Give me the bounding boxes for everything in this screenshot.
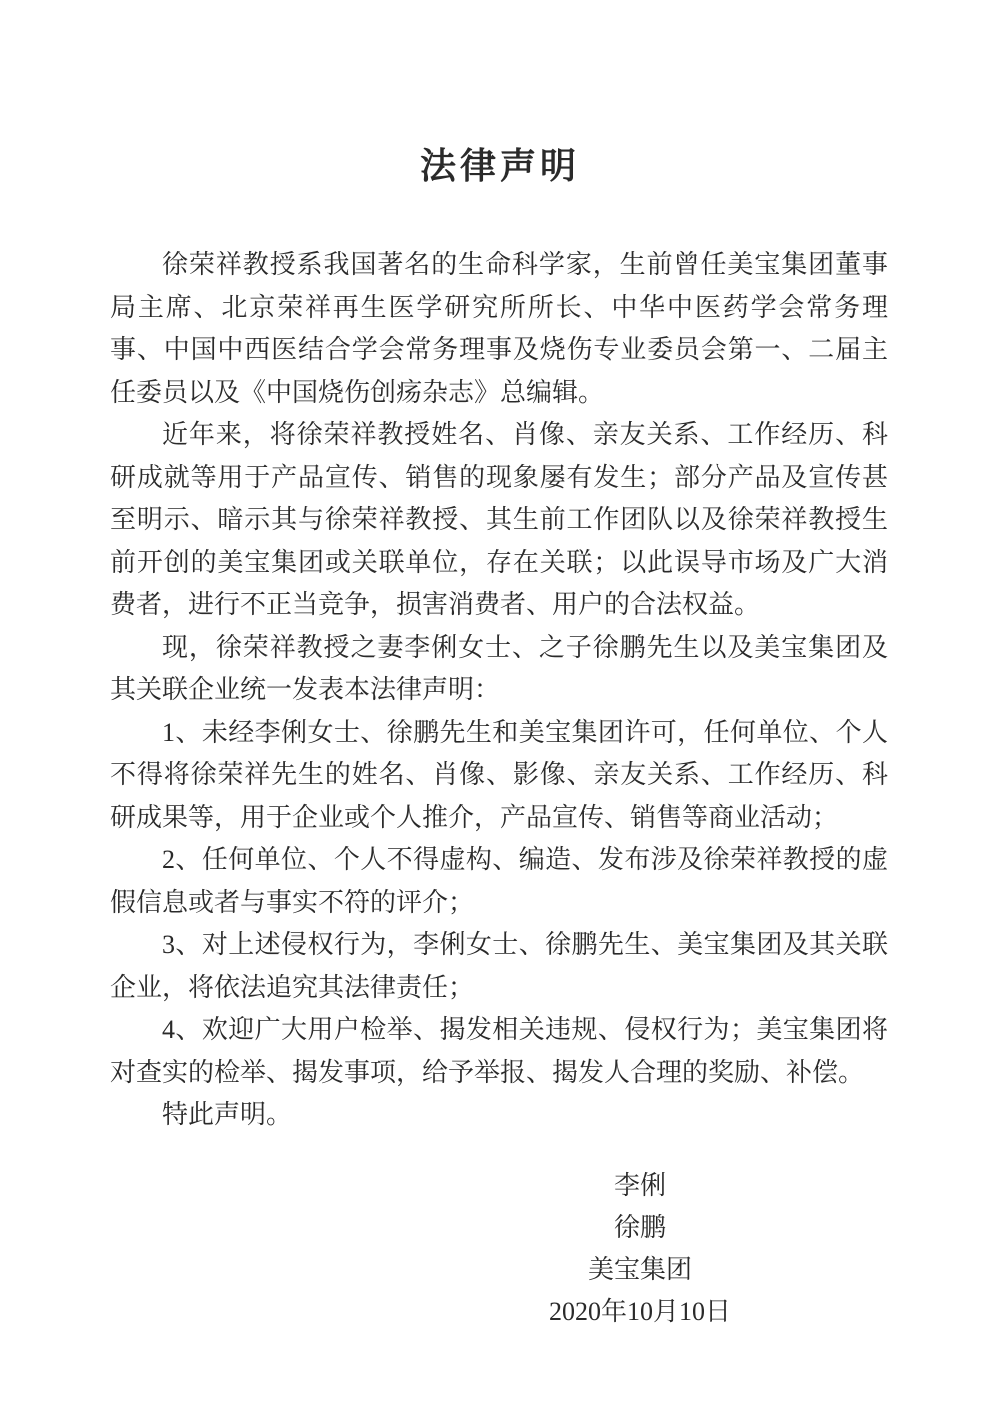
declaration-lead-paragraph: 现，徐荣祥教授之妻李俐女士、之子徐鹏先生以及美宝集团及其关联企业统一发表本法律声明：: [110, 632, 888, 704]
closing-line: 特此声明。: [162, 1100, 293, 1129]
signature-block: [490, 1165, 790, 1333]
clause-2-paragraph: 2、任何单位、个人不得虚构、编造、发布涉及徐荣祥教授的虚假信息或者与事实不符的评介；: [110, 845, 888, 917]
document-body: [110, 244, 888, 1333]
statement-date: 2020年10月10日: [548, 1296, 731, 1326]
clause-3-paragraph: 3、对上述侵权行为，李俐女士、徐鹏先生、美宝集团及其关联企业，将依法追究其法律责任；: [110, 930, 888, 1002]
clause-4-paragraph: 4、欢迎广大用户检举、揭发相关违规、侵权行为；美宝集团将对查实的检举、揭发事项，给予举报、揭发人合理的奖励、补偿。: [110, 1015, 888, 1087]
intro-paragraph: 徐荣祥教授系我国著名的生命科学家，生前曾任美宝集团董事局主席、北京荣祥再生医学研究所所长、中华中医药学会常务理事、中国中西医结合学会常务理事及烧伤专业委员会第一、二届主任委员以及《中国烧伤创疡杂志》总编辑。: [110, 250, 888, 407]
signatory-name-xupeng: 徐鹏: [613, 1212, 666, 1242]
clause-1-paragraph: 1、未经李俐女士、徐鹏先生和美宝集团许可，任何单位、个人不得将徐荣祥先生的姓名、肖像、影像、亲友关系、工作经历、科研成果等，用于企业或个人推介，产品宣传、销售等商业活动；: [110, 717, 888, 832]
signatory-company: 美宝集团: [587, 1254, 692, 1284]
signatory-name-lili: 李俐: [613, 1170, 666, 1200]
background-paragraph: 近年来，将徐荣祥教授姓名、肖像、亲友关系、工作经历、科研成就等用于产品宣传、销售的现象屡有发生；部分产品及宣传甚至明示、暗示其与徐荣祥教授、其生前工作团队以及徐荣祥教授生前开创的美宝集团或关联单位，存在关联；以此误导市场及广大消费者，进行不正当竞争，损害消费者、用户的合法权益。: [110, 420, 888, 619]
document-title: 法律声明: [419, 146, 580, 186]
